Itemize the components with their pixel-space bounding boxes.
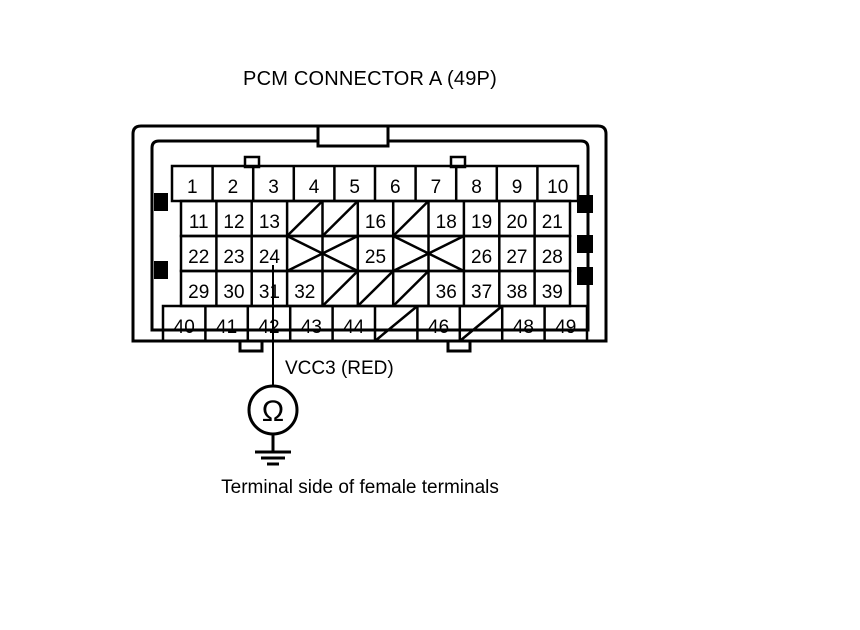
- vcc3-wire-label: VCC3 (RED): [285, 358, 394, 379]
- terminal-43: 43: [300, 317, 322, 338]
- terminal-23: 23: [223, 247, 245, 268]
- page-title-text: PCM CONNECTOR A (49P): [243, 68, 497, 90]
- terminal-6: 6: [390, 177, 401, 198]
- terminal-13: 13: [258, 212, 280, 233]
- bottom-caption-text: Terminal side of female terminals: [221, 477, 499, 498]
- terminal-48: 48: [512, 317, 534, 338]
- terminal-16: 16: [364, 212, 387, 233]
- terminal-37: 37: [471, 282, 493, 303]
- terminal-38: 38: [506, 282, 528, 303]
- terminal-24: 24: [258, 247, 280, 268]
- terminal-20: 20: [506, 212, 528, 233]
- terminal-27: 27: [506, 247, 528, 268]
- terminal-5: 5: [349, 177, 360, 198]
- terminal-9: 9: [511, 177, 523, 198]
- terminal-19: 19: [471, 212, 493, 233]
- terminal-7: 7: [430, 177, 442, 198]
- terminal-row-2-labels: [189, 212, 563, 233]
- terminal-4: 4: [308, 177, 320, 198]
- terminal-25: 25: [364, 247, 387, 268]
- terminal-12: 12: [223, 212, 245, 233]
- ohm-symbol-label: Ω: [261, 395, 285, 428]
- terminal-39: 39: [541, 282, 563, 303]
- terminal-30: 30: [223, 282, 245, 303]
- ground-symbol: [255, 434, 291, 464]
- terminal-18: 18: [435, 212, 457, 233]
- terminal-21: 21: [541, 212, 563, 233]
- terminal-row-3-labels: [188, 247, 563, 268]
- terminal-22: 22: [188, 247, 210, 268]
- terminal-10: 10: [547, 177, 569, 198]
- terminal-row-4-labels: [188, 282, 563, 303]
- terminal-29: 29: [188, 282, 210, 303]
- terminal-28: 28: [541, 247, 563, 268]
- connector-top-tab: [318, 126, 388, 146]
- terminal-11: 11: [188, 212, 209, 233]
- terminal-32: 32: [294, 282, 316, 303]
- terminal-44: 44: [343, 317, 365, 338]
- bottom-caption: [0, 477, 860, 499]
- terminal-row-1-labels: [187, 177, 568, 198]
- terminal-42: 42: [258, 317, 280, 338]
- terminal-2: 2: [227, 177, 239, 198]
- terminal-8: 8: [471, 177, 482, 198]
- terminal-36: 36: [435, 282, 457, 303]
- terminal-3: 3: [268, 177, 279, 198]
- terminal-40: 40: [173, 317, 195, 338]
- terminal-1: 1: [187, 177, 198, 198]
- terminal-49: 49: [555, 317, 577, 338]
- terminal-46: 46: [428, 317, 450, 338]
- terminal-26: 26: [471, 247, 493, 268]
- terminal-41: 41: [216, 317, 238, 338]
- terminal-31: 31: [258, 282, 280, 303]
